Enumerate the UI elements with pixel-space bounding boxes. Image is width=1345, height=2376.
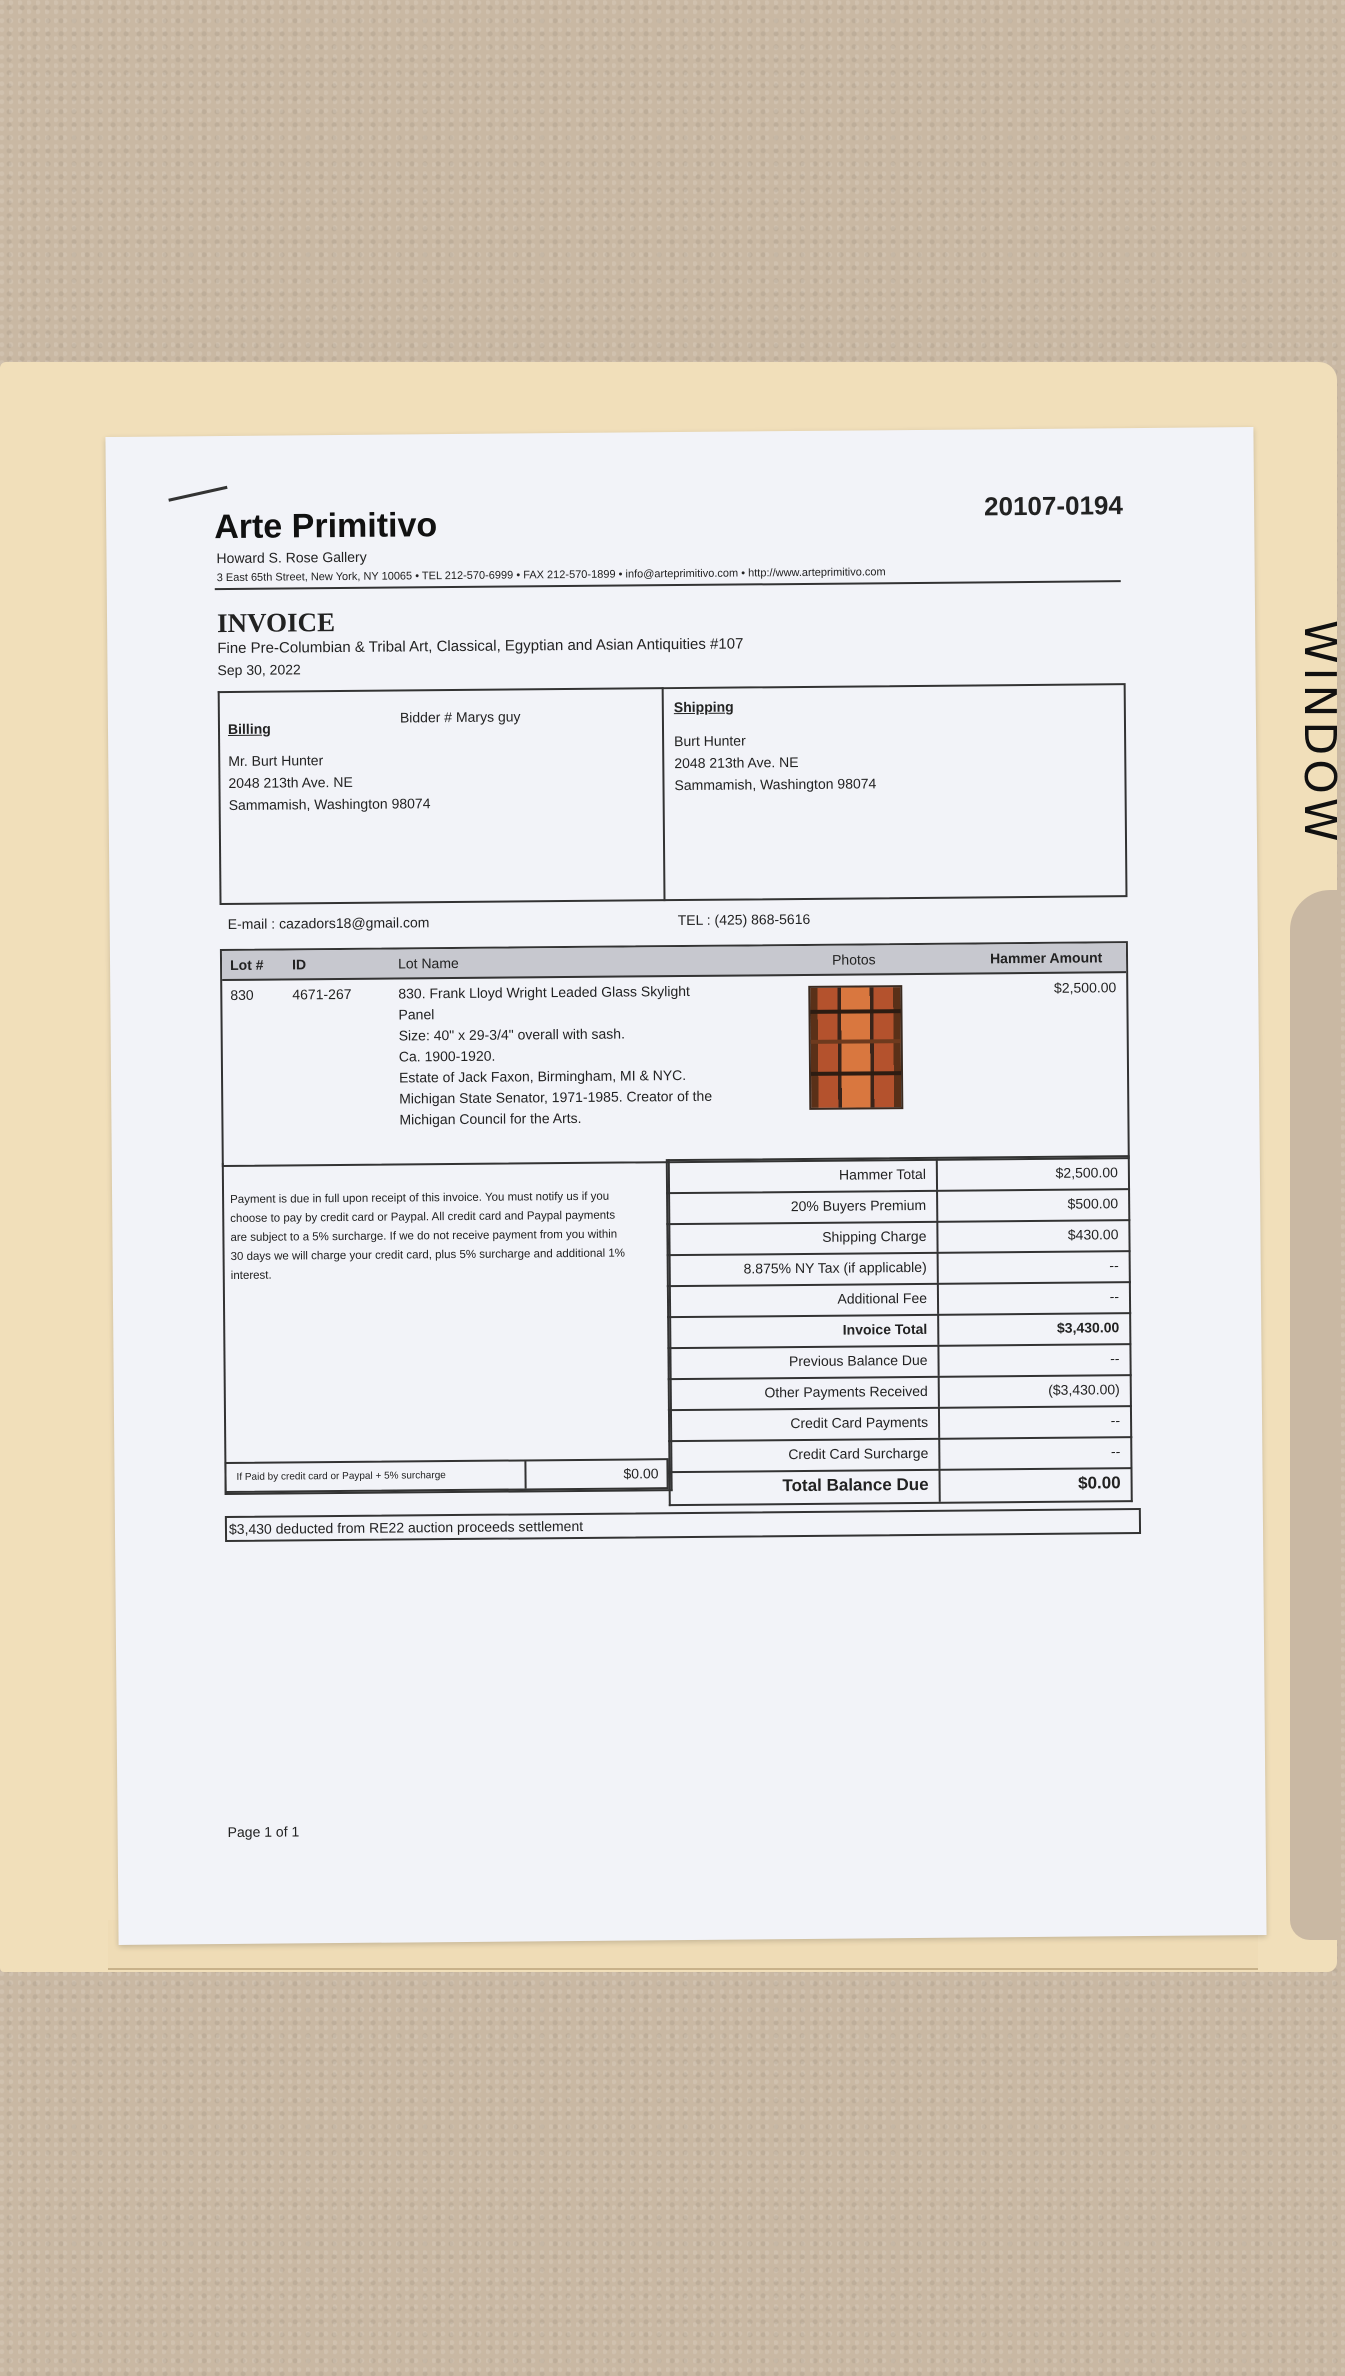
totals-value: $3,430.00 — [1056, 1319, 1120, 1336]
totals-value: $430.00 — [1067, 1226, 1119, 1243]
totals-label: Total Balance Due — [670, 1469, 940, 1504]
shipping-name: Burt Hunter — [674, 732, 746, 750]
header-lot-name: Lot Name — [397, 954, 459, 972]
totals-label: 8.875% NY Tax (if applicable) — [669, 1252, 939, 1285]
billing-street: 2048 213th Ave. NE — [228, 773, 353, 791]
totals-value: $500.00 — [1067, 1195, 1119, 1212]
header-hammer-amount: Hammer Amount — [989, 949, 1103, 967]
lot-photo — [808, 985, 903, 1110]
invoice-number: 20107-0194 — [983, 490, 1124, 522]
totals-value: -- — [1110, 1443, 1121, 1460]
invoice-date: Sep 30, 2022 — [217, 661, 301, 679]
lot-hammer-amount: $2,500.00 — [1053, 979, 1117, 996]
gallery-name: Howard S. Rose Gallery — [216, 548, 367, 567]
shipping-city: Sammamish, Washington 98074 — [674, 775, 877, 794]
lot-description — [398, 980, 799, 1130]
totals-value: -- — [1109, 1257, 1119, 1274]
totals-label: Additional Fee — [669, 1283, 939, 1316]
shipping-street: 2048 213th Ave. NE — [674, 754, 799, 772]
lot-name-line: Ca. 1900-1920. — [398, 1047, 496, 1065]
totals-label: Shipping Charge — [668, 1221, 938, 1254]
shipping-label: Shipping — [673, 698, 734, 716]
billing-box — [218, 687, 666, 905]
totals-label: Previous Balance Due — [669, 1345, 939, 1378]
surcharge-value: $0.00 — [623, 1465, 659, 1482]
company-address: 3 East 65th Street, New York, NY 10065 • TEL 212-570-6999 • FAX 212-570-1899 • info@arteprimitivo.com • http://www.arteprimitivo.com — [216, 566, 886, 585]
surcharge-label: If Paid by credit card or Paypal + 5% surcharge — [226, 1461, 526, 1491]
totals-label: Credit Card Payments — [670, 1407, 940, 1440]
invoice-title: INVOICE — [216, 607, 336, 639]
telephone: TEL : (425) 868-5616 — [677, 910, 811, 929]
company-name: Arte Primitivo — [214, 506, 438, 547]
totals-value: $2,500.00 — [1055, 1164, 1118, 1181]
bidder-number: Bidder # Marys guy — [399, 708, 521, 726]
sale-name: Fine Pre-Columbian & Tribal Art, Classical, Egyptian and Asian Antiquities #107 — [217, 635, 744, 658]
lot-name-line: Size: 40" x 29-3/4" overall with sash. — [398, 1025, 626, 1044]
pen-mark — [168, 486, 227, 502]
lot-table — [220, 941, 1130, 1167]
totals-label: Other Payments Received — [670, 1376, 940, 1409]
billing-name: Mr. Burt Hunter — [228, 752, 324, 769]
surcharge-row — [224, 1458, 668, 1493]
totals-value: -- — [1110, 1412, 1121, 1429]
handwritten-label: WINDOW — [1294, 620, 1345, 846]
totals-value: -- — [1109, 1288, 1120, 1305]
total-balance-row — [668, 1467, 1132, 1506]
email: E-mail : cazadors18@gmail.com — [227, 914, 430, 932]
payment-terms: Payment is due in full upon receipt of this invoice. You must notify us if you choose to pay by credit card or Paypal. All credit card and Paypal payments are subject to a 5% surcharge. If we do not receive payment from you within 30 days we will charge your credit card, plus 5% surcharge and additional 1% interest. — [230, 1190, 626, 1282]
totals-value: ($3,430.00) — [1048, 1381, 1120, 1398]
billing-label: Billing — [227, 720, 271, 737]
lot-name-line: Panel — [398, 1006, 435, 1023]
shipping-box — [662, 683, 1128, 901]
invoice-page — [105, 427, 1266, 1945]
totals-value: -- — [1110, 1350, 1120, 1367]
billing-city: Sammamish, Washington 98074 — [228, 795, 431, 813]
lot-name-line: Michigan Council for the Arts. — [399, 1109, 582, 1128]
lot-name-line: 830. Frank Lloyd Wright Leaded Glass Skylight — [398, 982, 690, 1002]
lot-name-line: Michigan State Senator, 1971-1985. Creator of the — [399, 1087, 713, 1107]
totals-label: Invoice Total — [669, 1314, 939, 1347]
totals-label: 20% Buyers Premium — [668, 1190, 938, 1223]
folder-tab-notch — [1290, 890, 1340, 1940]
page-number: Page 1 of 1 — [227, 1823, 300, 1841]
header-id: ID — [291, 956, 307, 973]
totals-label: Hammer Total — [668, 1159, 938, 1192]
lot-id: 4671-267 — [292, 985, 352, 1003]
lot-table-header — [222, 943, 1126, 981]
settlement-note: $3,430 deducted from RE22 auction proceeds settlement — [225, 1508, 1141, 1542]
totals-value: $0.00 — [1077, 1473, 1121, 1493]
header-photos: Photos — [831, 951, 876, 968]
lot-name-line: Estate of Jack Faxon, Birmingham, MI & NYC. — [398, 1066, 687, 1086]
totals-label: Credit Card Surcharge — [670, 1438, 940, 1471]
header-lot: Lot # — [229, 956, 264, 973]
lot-number: 830 — [230, 986, 254, 1003]
